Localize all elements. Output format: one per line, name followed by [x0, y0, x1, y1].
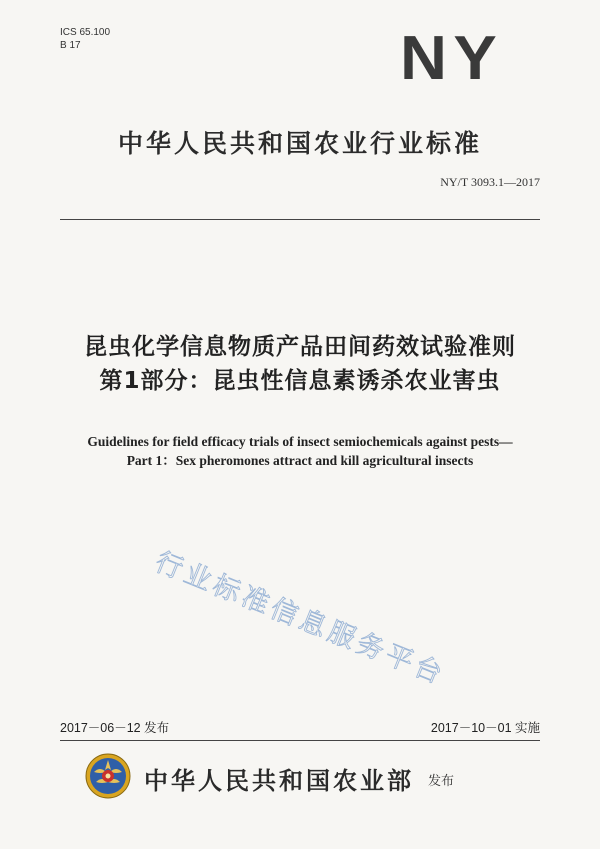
standard-code: NY/T 3093.1—2017	[440, 175, 540, 189]
publish-date: 2017－06－12 发布	[60, 721, 170, 735]
chinese-title-line-2: 第1部分：昆虫性信息素诱杀农业害虫	[99, 368, 501, 394]
ny-logo: NY	[400, 24, 504, 93]
bottom-divider	[60, 740, 540, 741]
ics-code: ICS 65.100	[60, 27, 111, 38]
english-title	[0, 432, 600, 470]
issuer-name: 中华人民共和国农业部	[144, 767, 414, 795]
standard-category: 中华人民共和国农业行业标准	[117, 129, 482, 158]
ccs-code: B 17	[60, 40, 81, 51]
top-divider	[60, 219, 540, 220]
chinese-title	[0, 330, 600, 398]
classification-codes	[60, 26, 110, 52]
english-title-line-1: Guidelines for field efficacy trials of insect semiochemicals against pests—	[87, 434, 513, 449]
chinese-title-line-1: 昆虫化学信息物质产品田间药效试验准则	[84, 334, 516, 360]
issuer-action: 发布	[428, 774, 455, 789]
english-title-line-2: Part 1：Sex pheromones attract and kill agricultural insects	[126, 453, 474, 468]
implement-date: 2017－10－01 实施	[430, 721, 540, 735]
ministry-emblem-icon	[84, 752, 132, 800]
watermark: 行业标准信息服务平台	[150, 546, 450, 692]
